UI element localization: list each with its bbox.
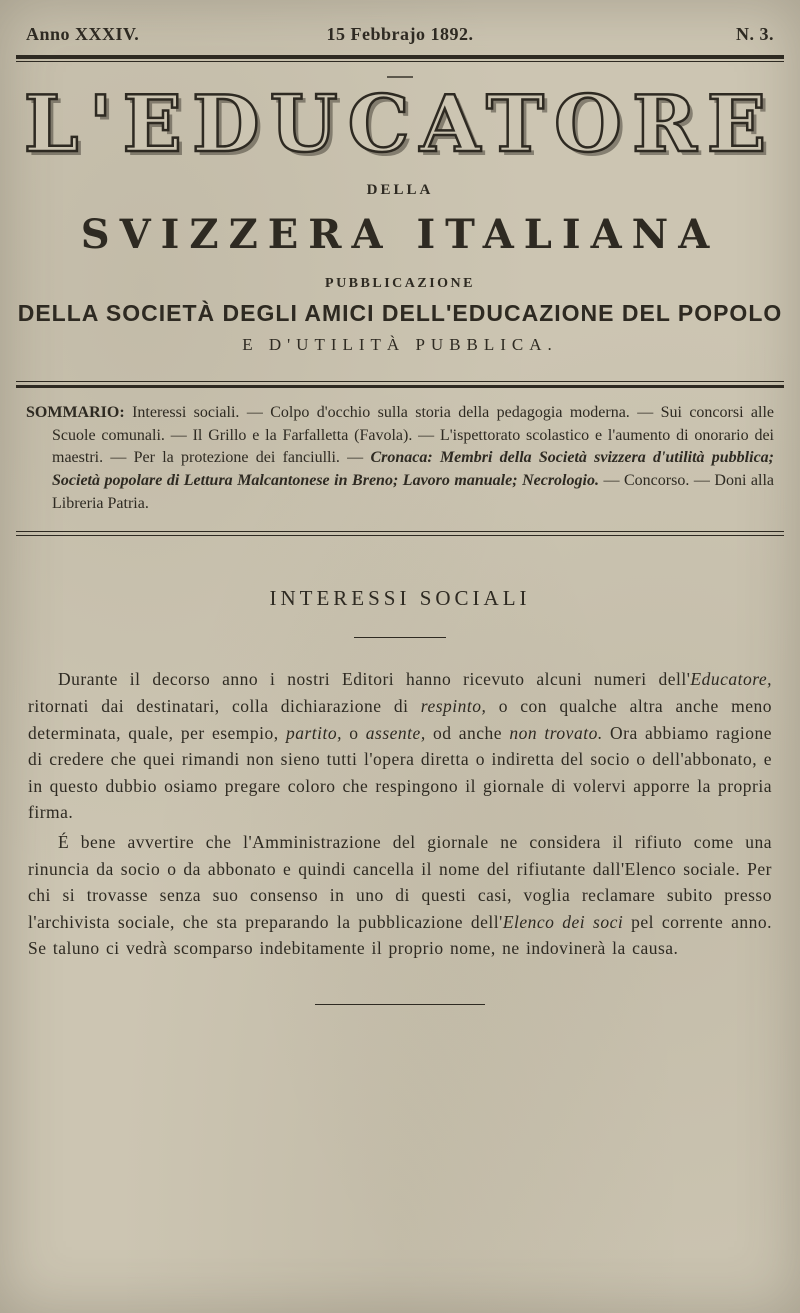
- text-run: SOMMARIO:: [26, 403, 133, 421]
- ornament-dash: [387, 76, 413, 78]
- text-run: od anche: [425, 722, 510, 743]
- text-run: ritornati dai destinatari, colla dichiarazione di: [28, 696, 421, 717]
- text-run: assente,: [365, 722, 426, 743]
- text-run: — Concorso. — Doni alla Libreria Patria.: [52, 472, 775, 512]
- sommario-section: [26, 402, 774, 516]
- text-run: non trovato.: [509, 722, 603, 743]
- text-run: o con qualche altra anche meno determinata, quale, per esempio,: [28, 696, 772, 743]
- text-run: pel corrente anno. Se taluno ci vedrà scomparso indebitamente il proprio nome, ne indovinerà la causa.: [28, 911, 772, 959]
- journal-title: L'EDUCATORE: [23, 79, 777, 170]
- text-run: É bene avvertire che l'Amministrazione del giornale ne considera il rifiuto come una rinuncia da socio o da abbonato e quindi cancella il nome del rifiutante dall'Elenco sociale. Per chi si trovasse senza suo consenso in uno di questi casi, voglia reclamare subito presso l'archivista sociale, che sta preparando la pubblicazione dell': [28, 832, 772, 932]
- publication-label: PUBBLICAZIONE: [325, 275, 475, 291]
- journal-subtitle: SVIZZERA ITALIANA: [80, 210, 720, 258]
- text-run: Durante il decorso anno i nostri Editori hanno ricevuto alcuni numeri dell': [58, 669, 691, 690]
- article-paragraph: [28, 666, 772, 826]
- text-run: Membri della Società svizzera d'utilità pubblica; Società popolare di Lettura Malcantonese in Breno; Lavoro manuale; Necrologio.: [52, 449, 775, 490]
- article: [28, 586, 772, 1005]
- text-run: Ora abbiamo ragione di credere che quei rimandi non sieno tutti l'opera diretta o indiretta del socio o dell'abbonato, e in questo dubbio osiamo pregare coloro che respingono il giornale di volervi apporre la propria firma.: [28, 722, 773, 823]
- volume-label: Anno XXXIV.: [26, 24, 140, 44]
- text-run: Elenco dei soci: [502, 911, 624, 932]
- text-run: respinto,: [420, 696, 487, 717]
- sommario-text: [26, 402, 774, 516]
- issue-number: N. 3.: [736, 24, 774, 44]
- text-run: Educatore,: [690, 669, 772, 690]
- article-heading: INTERESSI SOCIALI: [269, 586, 531, 611]
- della-label: DELLA: [366, 181, 434, 198]
- text-run: Interessi sociali. — Colpo d'occhio sulla storia della pedagogia moderna. — Sui concorsi alle Scuole comunali. — Il Grillo e la Farfalletta (Favola). — L'ispettorato scolastico e l'aumento di onorario dei maestri. — Per la protezione dei fanciulli. —: [52, 403, 775, 467]
- society-line: DELLA SOCIETÀ DEGLI AMICI DELL'EDUCAZIONE DEL POPOLO: [17, 299, 783, 326]
- sommario-bottom-rule: [16, 531, 784, 536]
- heading-divider: [354, 637, 446, 638]
- issue-date: 15 Febbrajo 1892.: [326, 24, 474, 44]
- masthead-bottom-rule: [16, 381, 784, 388]
- text-run: o: [341, 722, 366, 743]
- article-paragraph: [28, 829, 772, 962]
- section-end-divider: [315, 1004, 485, 1005]
- header-rule: [16, 55, 784, 62]
- article-body: [28, 666, 772, 962]
- text-run: Cronaca:: [370, 449, 440, 467]
- masthead: [0, 79, 800, 355]
- text-run: partito,: [285, 722, 342, 743]
- dateline: [0, 0, 800, 55]
- utility-line: E D'UTILITÀ PUBBLICA.: [242, 334, 558, 354]
